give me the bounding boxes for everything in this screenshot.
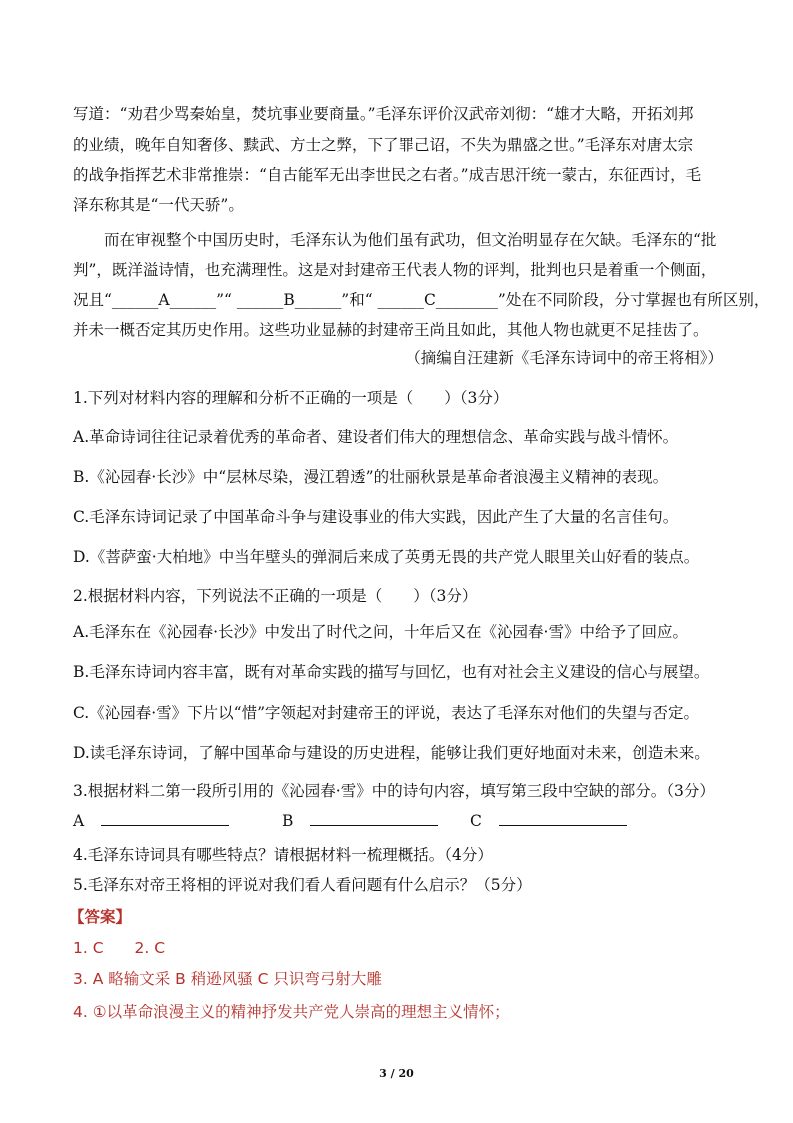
answer-3: 3. A 略输文采 B 稍逊风骚 C 只识弯弓射大雕 bbox=[73, 970, 382, 988]
material-line: 况且“______A______”“ ______B______”和“ ______C________”处在不同阶段，分寸掌握也有所区别， bbox=[73, 291, 770, 309]
answer-1-2: 1. C 2. C bbox=[73, 939, 166, 957]
material-line: 的业绩，晚年自知奢侈、黩武、方士之弊，下了罪己诏，不失为鼎盛之世。”毛泽东对唐太宗 bbox=[73, 136, 694, 154]
material-line: 并未一概否定其历史作用。这些功业显赫的封建帝王尚且如此，其他人物也就更不足挂齿了。 bbox=[73, 321, 709, 339]
blank-line bbox=[101, 824, 229, 826]
blank-label: B bbox=[282, 812, 294, 830]
question-1: 1.下列对材料内容的理解和分析不正确的一项是（ ）（3分） bbox=[73, 389, 509, 407]
answer-4: 4. ①以革命浪漫主义的精神抒发共产党人崇高的理想主义情怀； bbox=[73, 1003, 510, 1021]
option-c: C.《沁园春·雪》下片以“惜”字领起对封建帝王的评说，表达了毛泽东对他们的失望与否定。 bbox=[73, 704, 700, 722]
material-line: 而在审视整个中国历史时，毛泽东认为他们虽有武功，但文治明显存在欠缺。毛泽东的“批 bbox=[73, 231, 717, 249]
material-line: 泽东称其是“一代天骄”。 bbox=[73, 196, 244, 214]
material-line: 的战争指挥艺术非常推崇：“自古能军无出李世民之右者。”成吉思汗统一蒙古，东征西讨，毛 bbox=[73, 166, 702, 184]
blank-a bbox=[73, 812, 229, 830]
answer-heading: 【答案】 bbox=[69, 908, 132, 926]
question-4: 4.毛泽东诗词具有哪些特点？请根据材料一梳理概括。（4分） bbox=[73, 846, 493, 864]
option-d: D.读毛泽东诗词，了解中国革命与建设的历史进程，能够让我们更好地面对未来，创造未来。 bbox=[73, 744, 710, 762]
option-d: D.《菩萨蛮·大柏地》中当年壁头的弹洞后来成了英勇无畏的共产党人眼里关山好看的装点。 bbox=[73, 548, 700, 566]
question-2: 2.根据材料内容，下列说法不正确的一项是（ ）（3分） bbox=[73, 587, 478, 605]
source-citation: （摘编自汪建新《毛泽东诗词中的帝王将相》） bbox=[405, 349, 723, 367]
blank-label: C bbox=[470, 812, 482, 830]
material-line: 写道：“劝君少骂秦始皇，焚坑事业要商量。”毛泽东评价汉武帝刘彻：“雄才大略，开拓刘邦 bbox=[73, 105, 694, 123]
blank-c bbox=[470, 812, 627, 830]
blank-line bbox=[310, 824, 438, 826]
blank-line bbox=[499, 824, 627, 826]
option-a: A.毛泽东在《沁园春·长沙》中发出了时代之问，十年后又在《沁园春·雪》中给予了回应。 bbox=[73, 623, 688, 641]
option-b: B.毛泽东诗词内容丰富，既有对革命实践的描写与回忆，也有对社会主义建设的信心与展望。 bbox=[73, 663, 710, 681]
blank-b bbox=[282, 812, 438, 830]
page-number: 3 / 20 bbox=[379, 1067, 414, 1080]
option-a: A.革命诗词往往记录着优秀的革命者、建设者们伟大的理想信念、革命实践与战斗情怀。 bbox=[73, 428, 679, 446]
material-line: 判”，既洋溢诗情，也充满理性。这是对封建帝王代表人物的评判，批判也只是着重一个侧面， bbox=[73, 261, 717, 279]
option-b: B.《沁园春·长沙》中“层林尽染，漫江碧透”的壮丽秋景是革命者浪漫主义精神的表现。 bbox=[73, 468, 669, 486]
option-c: C.毛泽东诗词记录了中国革命斗争与建设事业的伟大实践，因此产生了大量的名言佳句。 bbox=[73, 508, 679, 526]
question-5: 5.毛泽东对帝王将相的评说对我们看人看问题有什么启示？（5分） bbox=[73, 876, 532, 894]
question-3: 3.根据材料二第一段所引用的《沁园春·雪》中的诗句内容，填写第三段中空缺的部分。（3分） bbox=[73, 782, 715, 800]
blank-label: A bbox=[73, 812, 85, 830]
